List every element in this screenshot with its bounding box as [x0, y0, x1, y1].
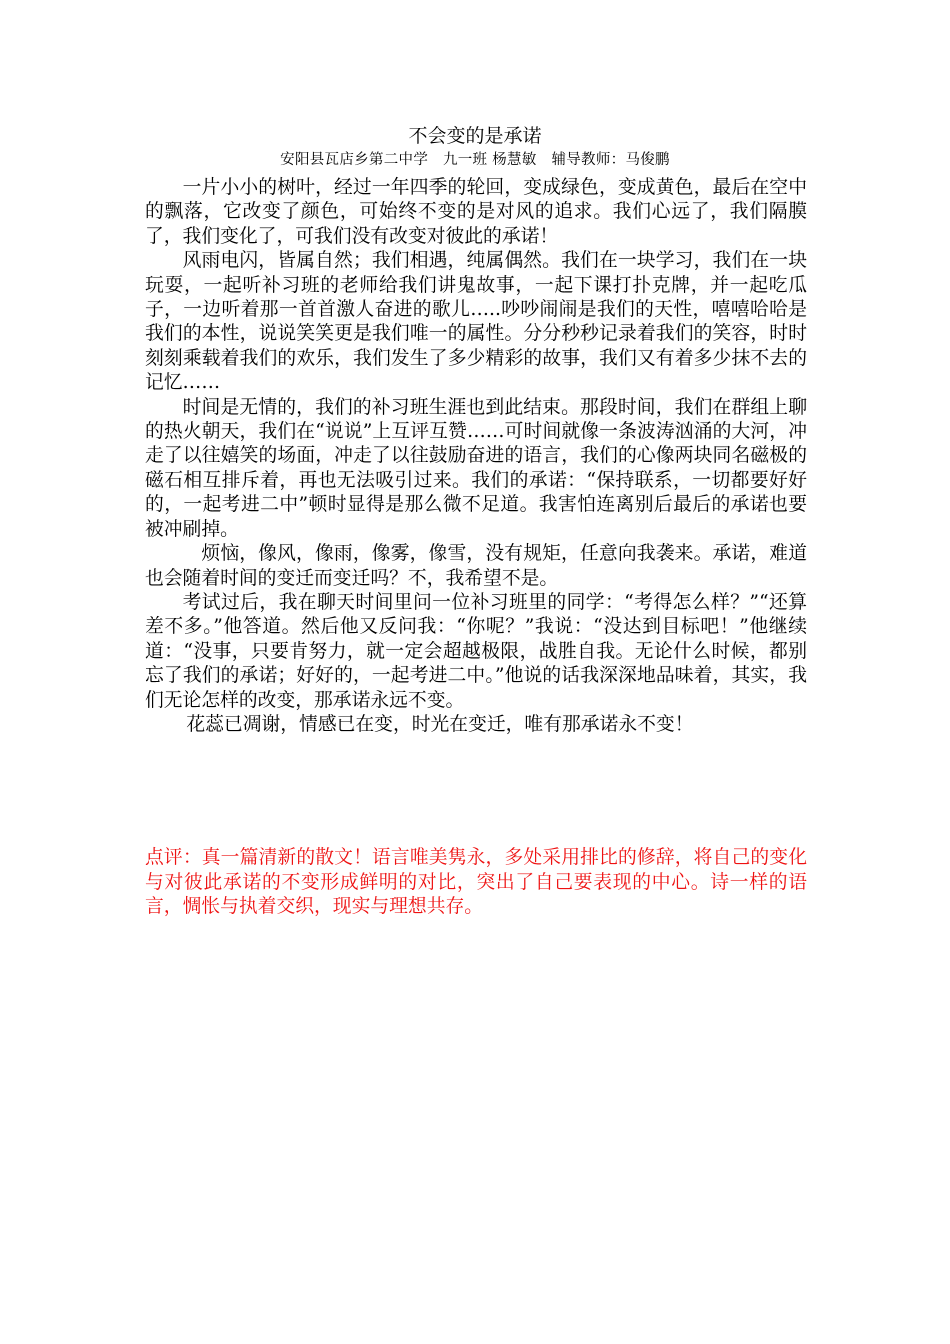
author-byline: 安阳县瓦店乡第二中学 九一班 杨慧敏 辅导教师：马俊鹏	[280, 152, 670, 168]
teacher-comment: 点评：真一篇清新的散文！语言唯美隽永，多处采用排比的修辞，将自己的变化与对彼此承诺的不变形成鲜明的对比，突出了自己要表现的中心。诗一样的语言，惆怅与执着交织，现实与理想共存。	[145, 847, 807, 918]
paragraph-6: 花蕊已凋谢，情感已在变，时光在变迁，唯有那承诺永不变！	[186, 713, 694, 735]
paragraph-5: 考试过后，我在聊天时间里问一位补习班里的同学：“考得怎么样？”“还算差不多。”他答道。然后他又反问我：“你呢？”我说：“没达到目标吧！”他继续道：“没事，只要肯努力，就一定会超越极限，战胜自我。无论什么时候，都别忘了我们的承诺；好好的，一起考进二中。”他说的话我深深地品味着，其实，我们无论怎样的改变，那承诺永远不变。	[145, 591, 807, 711]
essay-title: 不会变的是承诺	[408, 125, 542, 147]
paragraph-3: 时间是无情的，我们的补习班生涯也到此结束。那段时间，我们在群组上聊的热火朝天，我们在“说说”上互评互赞……可时间就像一条波涛汹涌的大河，冲走了以往嬉笑的场面，冲走了以往鼓励奋进的语言，我们的心像两块同名磁极的磁石相互排斥着，再也无法吸引过来。我们的承诺：“保持联系，一切都要好好的，一起考进二中”顿时显得是那么微不足道。我害怕连离别后最后的承诺也要被冲刷掉。	[145, 396, 807, 540]
essay-body	[145, 176, 807, 737]
paragraph-1: 一片小小的树叶，经过一年四季的轮回，变成绿色，变成黄色，最后在空中的飘落，它改变了颜色，可始终不变的是对风的追求。我们心远了，我们隔膜了，我们变化了，可我们没有改变对彼此的承诺！	[145, 177, 807, 247]
paragraph-2: 风雨电闪，皆属自然；我们相遇，纯属偶然。我们在一块学习，我们在一块玩耍，一起听补习班的老师给我们讲鬼故事，一起下课打扑克牌，并一起吃瓜子，一边听着那一首首激人奋进的歌儿…..吵吵闹闹是我们的天性，嘻嘻哈哈是我们的本性，说说笑笑更是我们唯一的属性。分分秒秒记录着我们的笑容，时时刻刻乘载着我们的欢乐，我们发生了多少精彩的故事，我们又有着多少抹不去的记忆……	[145, 250, 807, 394]
paragraph-4: 烦恼，像风，像雨，像雾，像雪，没有规矩，任意向我袭来。承诺，难道也会随着时间的变迁而变迁吗？不，我希望不是。	[145, 543, 807, 589]
